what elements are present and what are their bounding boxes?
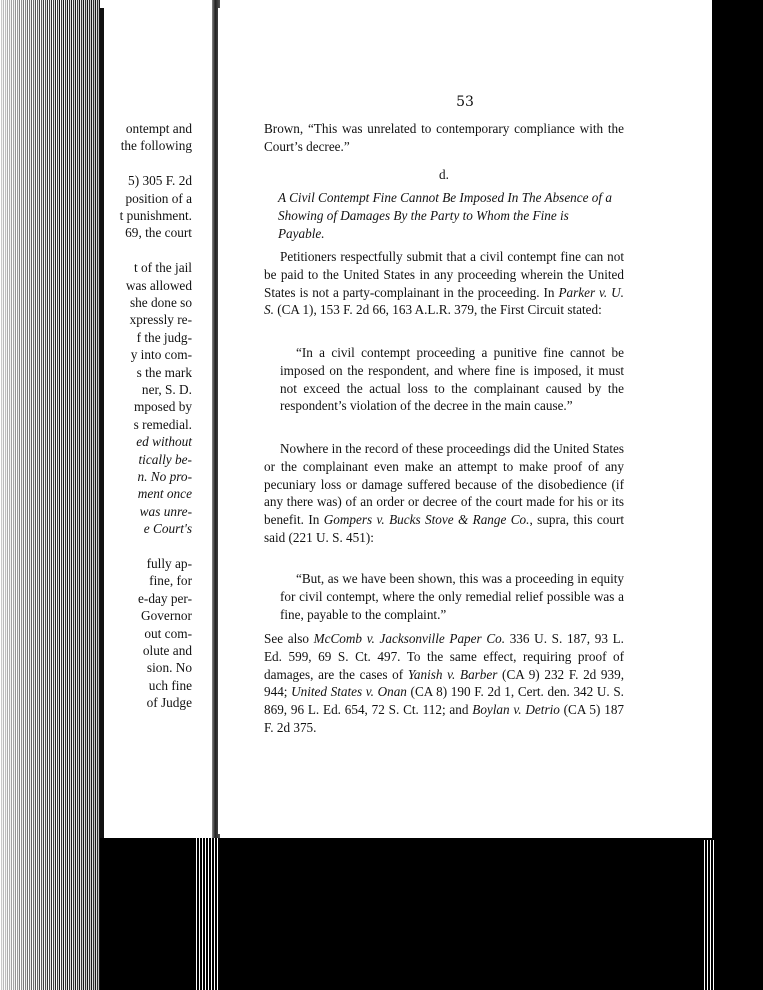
block-quote-1 — [280, 344, 624, 415]
paragraph-3-text-d: (CA 8) 190 F. 2d 1, Cert. den. 342 U. S. 869, 96 L. Ed. 654, 72 S. Ct. 112; and — [264, 684, 624, 718]
scan-edge-shading — [0, 0, 100, 990]
left-page-line: olute and — [142, 643, 192, 658]
paragraph-2-text-b: , supra, this court said (221 U. S. 451): — [264, 512, 624, 545]
left-page-line: Governor — [141, 608, 192, 624]
continuation-paragraph: Brown, “This was unrelated to contemporary compliance with the Court’s decree.” — [264, 121, 624, 154]
paragraph-1 — [264, 248, 624, 319]
block-quote-2 — [280, 570, 624, 623]
paragraph-3-text-c: (CA 9) 232 F. 2d 939, 944; — [264, 666, 625, 700]
left-page-line: sion. No — [146, 660, 192, 676]
case-gompers: Gompers v. Bucks Stove & Range Co. — [323, 512, 530, 528]
paragraph-2 — [264, 440, 624, 547]
left-page-line: 69, the court — [125, 225, 192, 241]
scan-bottom-gutter — [196, 838, 218, 990]
paragraph-1-text-a: Petitioners respectfully submit that a civil contempt fine can not be paid to the United States in any proceeding wherein the United States is not a party-complainant in the proceeding. In — [264, 249, 624, 300]
left-page-line: t of the jail — [134, 260, 192, 276]
case-boylan: Boylan v. Detrio — [472, 702, 560, 718]
left-page-line: ner, S. D. — [141, 382, 192, 397]
left-page-line: s the mark — [136, 364, 192, 380]
left-page-line: s remedial. — [133, 416, 192, 432]
continuation-text — [264, 120, 624, 156]
left-page-line: fully ap- — [146, 556, 192, 571]
case-onan: United States v. Onan — [291, 684, 407, 700]
paragraph-3-text-a: See also — [264, 631, 314, 646]
left-page-line: mposed by — [134, 399, 192, 415]
left-page-line: she done so — [129, 295, 192, 310]
left-page-line: was allowed — [125, 277, 192, 293]
left-page-line: ment once — [137, 486, 192, 502]
left-page-line: e-day per- — [138, 590, 192, 606]
left-page-line: y into com- — [130, 347, 192, 363]
left-page-line: the following — [120, 138, 192, 154]
left-page-line: tically be- — [138, 451, 192, 467]
left-page-line: out com- — [144, 625, 192, 641]
case-mccomb: McComb v. Jacksonville Paper Co. — [313, 631, 506, 646]
left-page-line: was unre- — [139, 503, 192, 519]
left-page-line: n. No pro- — [137, 469, 192, 484]
right-page — [218, 8, 712, 834]
section-heading: A Civil Contempt Fine Cannot Be Imposed In The Absence of a Showing of Damages By the Party to Whom the Fine is Payable. — [278, 190, 612, 241]
left-page-line: fine, for — [149, 573, 192, 589]
left-page-line: t punishment. — [119, 208, 192, 223]
left-page-line: 5) 305 F. 2d — [128, 173, 192, 189]
left-page-line: position of a — [125, 190, 192, 206]
left-page-line: f the judg- — [136, 329, 192, 345]
left-page-line: e Court's — [143, 521, 192, 537]
left-page-fragment — [100, 8, 216, 838]
left-page-line: ontempt and — [125, 121, 192, 136]
paragraph-3 — [264, 630, 624, 737]
left-page-line: of Judge — [146, 695, 192, 711]
left-page-line: uch fine — [148, 677, 192, 693]
section-letter: d. — [439, 167, 449, 182]
case-yanish: Yanish v. Barber — [407, 666, 498, 682]
scan-bottom-right-edge — [704, 840, 716, 990]
left-page-line: ed without — [136, 434, 192, 450]
paragraph-3-text-b: 336 U. S. 187, 93 L. Ed. 599, 69 S. Ct. 497. To the same effect, requiring proof of damages, are the cases of — [264, 631, 624, 682]
page-number: 53 — [456, 94, 474, 110]
paragraph-1-text-b: (CA 1), 153 F. 2d 66, 163 A.L.R. 379, the First Circuit stated: — [273, 302, 602, 318]
left-page-line: xpressly re- — [129, 312, 192, 328]
paragraph-3-text-e: (CA 5) 187 F. 2d 375. — [264, 702, 625, 735]
quote-1-text: “In a civil contempt proceeding a punitive fine cannot be imposed on the respondent, and where fine is imposed, it must not exceed the actual loss to the complainant caused by the respondent’s violation of the decree in the main cause.” — [280, 345, 624, 414]
paragraph-2-text-a: Nowhere in the record of these proceedings did the United States or the complainant even make an attempt to make proof of any pecuniary loss or damage suffered because of the disobedience (if any there was) of an order or decree of the court made for his or its benefit. In — [264, 441, 624, 528]
quote-2-text: “But, as we have been shown, this was a proceeding in equity for civil contempt, where the only remedial relief possible was a fine, payable to the complaint.” — [280, 571, 624, 622]
case-parker: Parker v. U. S. — [264, 284, 624, 318]
